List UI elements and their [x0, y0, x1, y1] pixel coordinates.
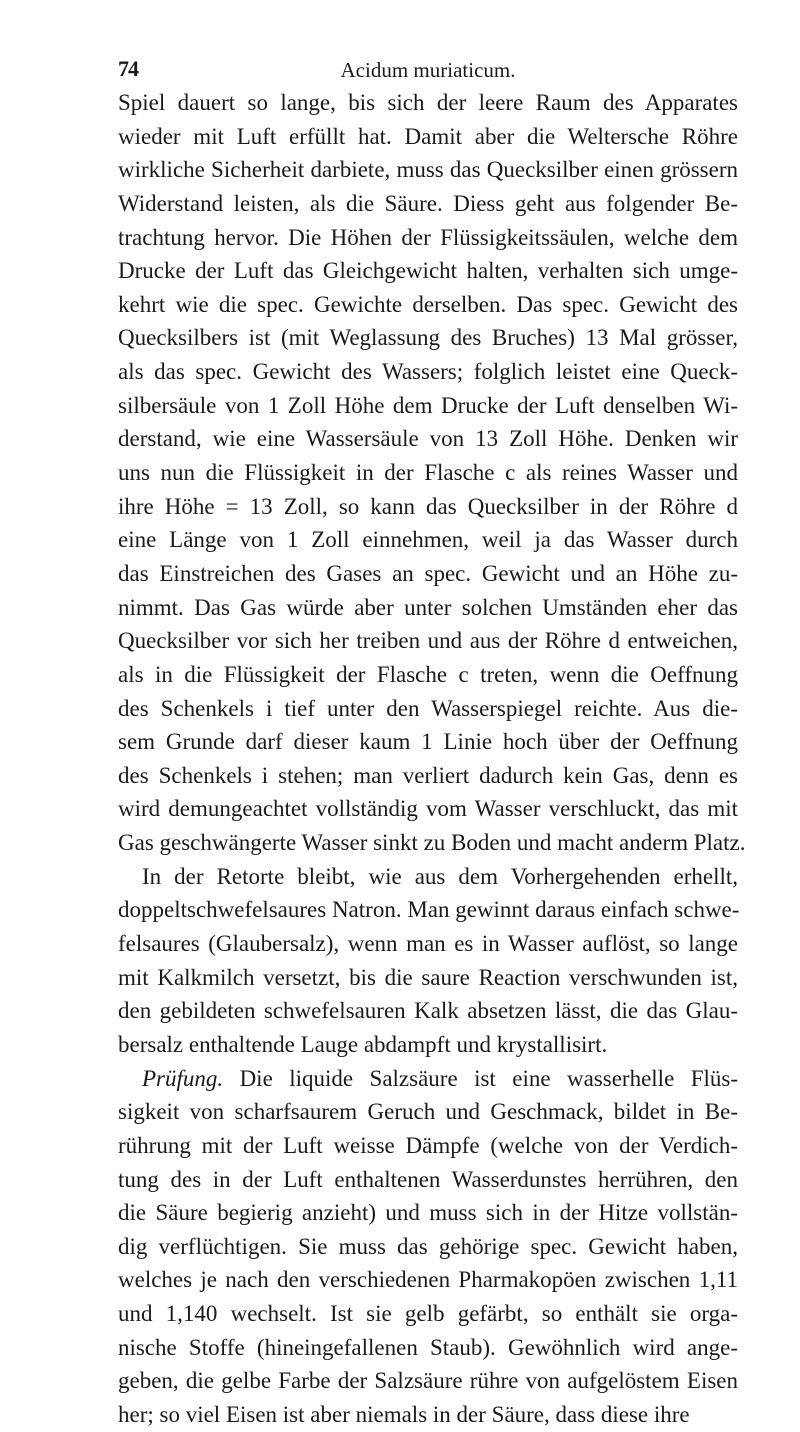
text-line: Spiel dauert so lange, bis sich der leere Raum des Apparates	[118, 90, 738, 115]
text-line: das Einstreichen des Gases an spec. Gewicht und an Höhe zu-	[118, 560, 738, 586]
text-line: nimmt. Das Gas würde aber unter solchen Umständen eher das	[118, 594, 738, 620]
text-line: wieder mit Luft erfüllt hat. Damit aber die Weltersche Röhre	[118, 123, 738, 149]
text-line: den gebildeten schwefelsauren Kalk absetzen lässt, die das Glau-	[118, 998, 738, 1024]
text-line: doppeltschwefelsaures Natron. Man gewinnt daraus einfach schwe-	[118, 897, 740, 923]
text-line: als das spec. Gewicht des Wassers; folglich leistet eine Queck-	[118, 359, 738, 385]
text-line: In der Retorte bleibt, wie aus dem Vorhergehenden erhellt,	[142, 863, 738, 889]
text-line: Quecksilbers ist (mit Weglassung des Bruches) 13 Mal grösser,	[118, 325, 738, 351]
text-line: her; so viel Eisen ist aber niemals in der Säure, dass diese ihre	[118, 1401, 690, 1427]
text-line: uns nun die Flüssigkeit in der Flasche c als reines Wasser und	[118, 460, 738, 486]
text-line: wirkliche Sicherheit darbiete, muss das Quecksilber einen grössern	[118, 157, 738, 183]
text-line: des Schenkels i stehen; man verliert dadurch kein Gas, denn es	[118, 762, 738, 788]
paragraph	[118, 86, 746, 860]
text-line: des Schenkels i tief unter den Wasserspiegel reichte. Aus die-	[118, 695, 738, 721]
text-line: sem Grunde darf dieser kaum 1 Linie hoch über der Oeffnung	[118, 729, 738, 755]
text-line	[118, 1062, 738, 1096]
section-heading-italic: Prüfung.	[142, 1065, 224, 1091]
book-page	[118, 56, 746, 1432]
page-header	[118, 56, 738, 84]
text-line: felsaures (Glaubersalz), wenn man es in Wasser auflöst, so lange	[118, 931, 738, 957]
body-text	[118, 86, 746, 1432]
text-line: Gas geschwängerte Wasser sinkt zu Boden und macht anderm Platz.	[118, 830, 746, 856]
running-title: Acidum muriaticum.	[340, 58, 516, 82]
text-line: Quecksilber vor sich her treiben und aus der Röhre d entweichen,	[118, 628, 738, 654]
text-line: als in die Flüssigkeit der Flasche c treten, wenn die Oeffnung	[118, 661, 738, 687]
text-line: eine Länge von 1 Zoll einnehmen, weil ja das Wasser durch	[118, 527, 738, 553]
page-number: 74	[118, 56, 138, 81]
text-line: mit Kalkmilch versetzt, bis die saure Reaction verschwunden ist,	[118, 964, 738, 990]
text-line: ihre Höhe = 13 Zoll, so kann das Quecksilber in der Röhre d	[118, 493, 738, 519]
paragraph	[118, 860, 738, 1062]
text-line: welches je nach den verschiedenen Pharmakopöen zwischen 1,11	[118, 1267, 738, 1293]
text-line-content: Die liquide Salzsäure ist eine wasserhelle Flüs-	[223, 1065, 738, 1091]
text-line: kehrt wie die spec. Gewichte derselben. Das spec. Gewicht des	[118, 291, 738, 317]
text-line: bersalz enthaltende Lauge abdampft und krystallisirt.	[118, 1031, 608, 1057]
text-line: silbersäule von 1 Zoll Höhe dem Drucke der Luft denselben Wi-	[118, 392, 738, 418]
text-line: Widerstand leisten, als die Säure. Diess geht aus folgender Be-	[118, 190, 738, 216]
text-line: dig verflüchtigen. Sie muss das gehörige spec. Gewicht haben,	[118, 1233, 738, 1259]
text-line: sigkeit von scharfsaurem Geruch und Geschmack, bildet in Be-	[118, 1099, 738, 1125]
text-line: und 1,140 wechselt. Ist sie gelb gefärbt, so enthält sie orga-	[118, 1301, 738, 1327]
text-line: tung des in der Luft enthaltenen Wasserdunstes herrühren, den	[118, 1166, 738, 1192]
text-line: wird demungeachtet vollständig vom Wasser verschluckt, das mit	[118, 796, 738, 822]
text-line: Drucke der Luft das Gleichgewicht halten, verhalten sich umge-	[118, 258, 738, 284]
text-line: geben, die gelbe Farbe der Salzsäure rühre von aufgelöstem Eisen	[118, 1368, 738, 1394]
text-line: nische Stoffe (hineingefallenen Staub). Gewöhnlich wird ange-	[118, 1334, 738, 1360]
text-line: derstand, wie eine Wassersäule von 13 Zoll Höhe. Denken wir	[118, 426, 738, 452]
text-line: rührung mit der Luft weisse Dämpfe (welche von der Verdich-	[118, 1132, 738, 1158]
text-line: die Säure begierig anzieht) und muss sich in der Hitze vollstän-	[118, 1200, 738, 1226]
paragraph	[118, 1062, 738, 1432]
text-line: trachtung hervor. Die Höhen der Flüssigkeitssäulen, welche dem	[118, 224, 738, 250]
